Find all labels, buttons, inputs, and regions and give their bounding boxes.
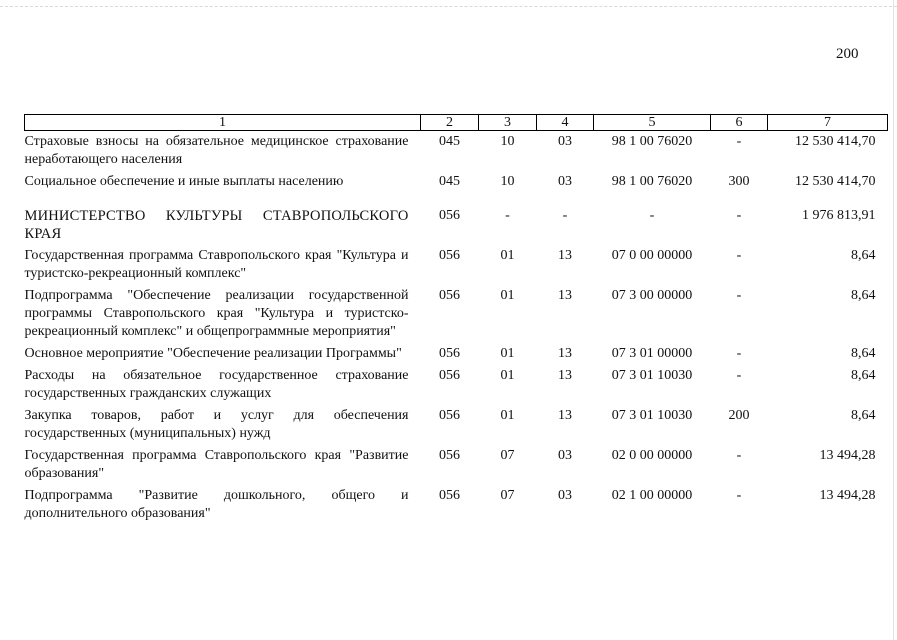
- row-col-3: 01: [500, 346, 515, 361]
- row-col-5: 07 3 01 10030: [611, 368, 693, 383]
- row-col-6: -: [736, 448, 742, 463]
- row-name: Основное мероприятие "Обеспечение реализации Программы": [24, 346, 402, 361]
- row-amount: 12 530 414,70: [795, 174, 876, 189]
- row-col-4: 13: [558, 346, 572, 361]
- row-col-4: 13: [558, 408, 572, 423]
- row-amount: 12 530 414,70: [795, 134, 876, 149]
- row-col-2: 045: [439, 174, 460, 189]
- row-amount: 1 976 813,91: [802, 208, 876, 223]
- row-col-4: 03: [558, 488, 572, 503]
- row-col-6: 300: [728, 174, 750, 189]
- row-col-3: 01: [500, 408, 515, 423]
- row-amount: 8,64: [851, 346, 876, 361]
- row-col-6: -: [736, 134, 742, 149]
- row-col-6: -: [736, 288, 742, 303]
- row-col-2: 056: [439, 288, 460, 303]
- header-col-3: 3: [479, 115, 537, 131]
- row-col-4: 13: [558, 248, 572, 263]
- row-col-2: 056: [439, 368, 460, 383]
- row-col-3: -: [505, 208, 510, 223]
- row-col-2: 056: [439, 346, 460, 361]
- row-col-5: 07 3 00 00000: [611, 288, 693, 303]
- row-col-6: -: [736, 368, 742, 383]
- table-row: [25, 365, 888, 405]
- table-row: [25, 245, 888, 285]
- header-col-7: 7: [768, 115, 888, 131]
- row-col-2: 056: [439, 448, 460, 463]
- table-row: [25, 131, 888, 172]
- row-col-6: -: [736, 248, 742, 263]
- row-col-4: 03: [558, 134, 572, 149]
- row-col-5: 02 0 00 00000: [611, 448, 693, 463]
- row-col-5: -: [649, 208, 655, 223]
- row-col-2: 045: [439, 134, 460, 149]
- row-col-4: 03: [558, 448, 572, 463]
- row-col-3: 01: [500, 288, 515, 303]
- table-row: [25, 171, 888, 193]
- page-number: 200: [836, 46, 859, 62]
- header-col-4: 4: [537, 115, 594, 131]
- row-col-6: -: [736, 346, 742, 361]
- row-amount: 8,64: [851, 248, 876, 263]
- row-name: Государственная программа Ставропольского края "Культура и туристско-рекреационный комплекс": [24, 248, 409, 281]
- row-name: Государственная программа Ставропольского края "Развитие образования": [24, 448, 409, 481]
- table-row: [25, 405, 888, 445]
- row-col-5: 07 3 01 00000: [611, 346, 693, 361]
- row-col-2: 056: [439, 488, 460, 503]
- row-amount: 8,64: [851, 408, 876, 423]
- row-col-2: 056: [439, 408, 460, 423]
- table-row: [25, 205, 888, 245]
- row-col-5: 07 0 00 00000: [611, 248, 693, 263]
- row-name: Социальное обеспечение и иные выплаты населению: [24, 174, 344, 189]
- row-col-4: -: [562, 208, 568, 223]
- table-row: [25, 343, 888, 365]
- row-col-2: 056: [439, 248, 460, 263]
- row-col-4: 13: [558, 368, 572, 383]
- header-col-2: 2: [421, 115, 479, 131]
- header-col-6: 6: [711, 115, 768, 131]
- row-amount: 13 494,28: [819, 488, 876, 503]
- header-col-1: 1: [25, 115, 421, 131]
- row-name: Расходы на обязательное государственное страхование государственных гражданских служащих: [24, 368, 409, 401]
- scan-edge-right: [893, 0, 894, 640]
- table-row: [25, 485, 888, 525]
- row-col-3: 07: [500, 448, 515, 463]
- row-col-3: 07: [500, 488, 515, 503]
- row-name: Закупка товаров, работ и услуг для обеспечения государственных (муниципальных) нужд: [24, 408, 409, 441]
- row-col-6: -: [736, 208, 742, 223]
- row-col-6: 200: [728, 408, 750, 423]
- row-name: Подпрограмма "Обеспечение реализации государственной программы Ставропольского края "Культура и туристско-рекреационный комплекс" и общепрограммные мероприятия": [24, 288, 409, 339]
- row-col-4: 03: [558, 174, 572, 189]
- row-col-5: 98 1 00 76020: [611, 134, 693, 149]
- budget-table: [24, 114, 888, 525]
- row-amount: 8,64: [851, 368, 876, 383]
- table-row: [25, 285, 888, 343]
- row-name: Страховые взносы на обязательное медицинское страхование неработающего населения: [24, 134, 409, 167]
- row-col-5: 02 1 00 00000: [611, 488, 693, 503]
- header-col-5: 5: [594, 115, 711, 131]
- row-name: Подпрограмма "Развитие дошкольного, общего и дополнительного образования": [24, 488, 409, 521]
- row-col-3: 01: [500, 248, 515, 263]
- row-amount: 13 494,28: [819, 448, 876, 463]
- row-col-4: 13: [558, 288, 572, 303]
- row-spacer: [25, 193, 888, 205]
- row-col-3: 10: [500, 134, 515, 149]
- row-col-2: 056: [439, 208, 460, 223]
- row-amount: 8,64: [851, 288, 876, 303]
- header-row: [25, 115, 888, 131]
- row-col-3: 01: [500, 368, 515, 383]
- row-col-6: -: [736, 488, 742, 503]
- row-col-5: 07 3 01 10030: [611, 408, 693, 423]
- row-col-3: 10: [500, 174, 515, 189]
- row-col-5: 98 1 00 76020: [611, 174, 693, 189]
- scan-edge-top: [0, 0, 897, 7]
- table-row: [25, 445, 888, 485]
- row-name: МИНИСТЕРСТВО КУЛЬТУРЫ СТАВРОПОЛЬСКОГО КРАЯ: [24, 208, 409, 242]
